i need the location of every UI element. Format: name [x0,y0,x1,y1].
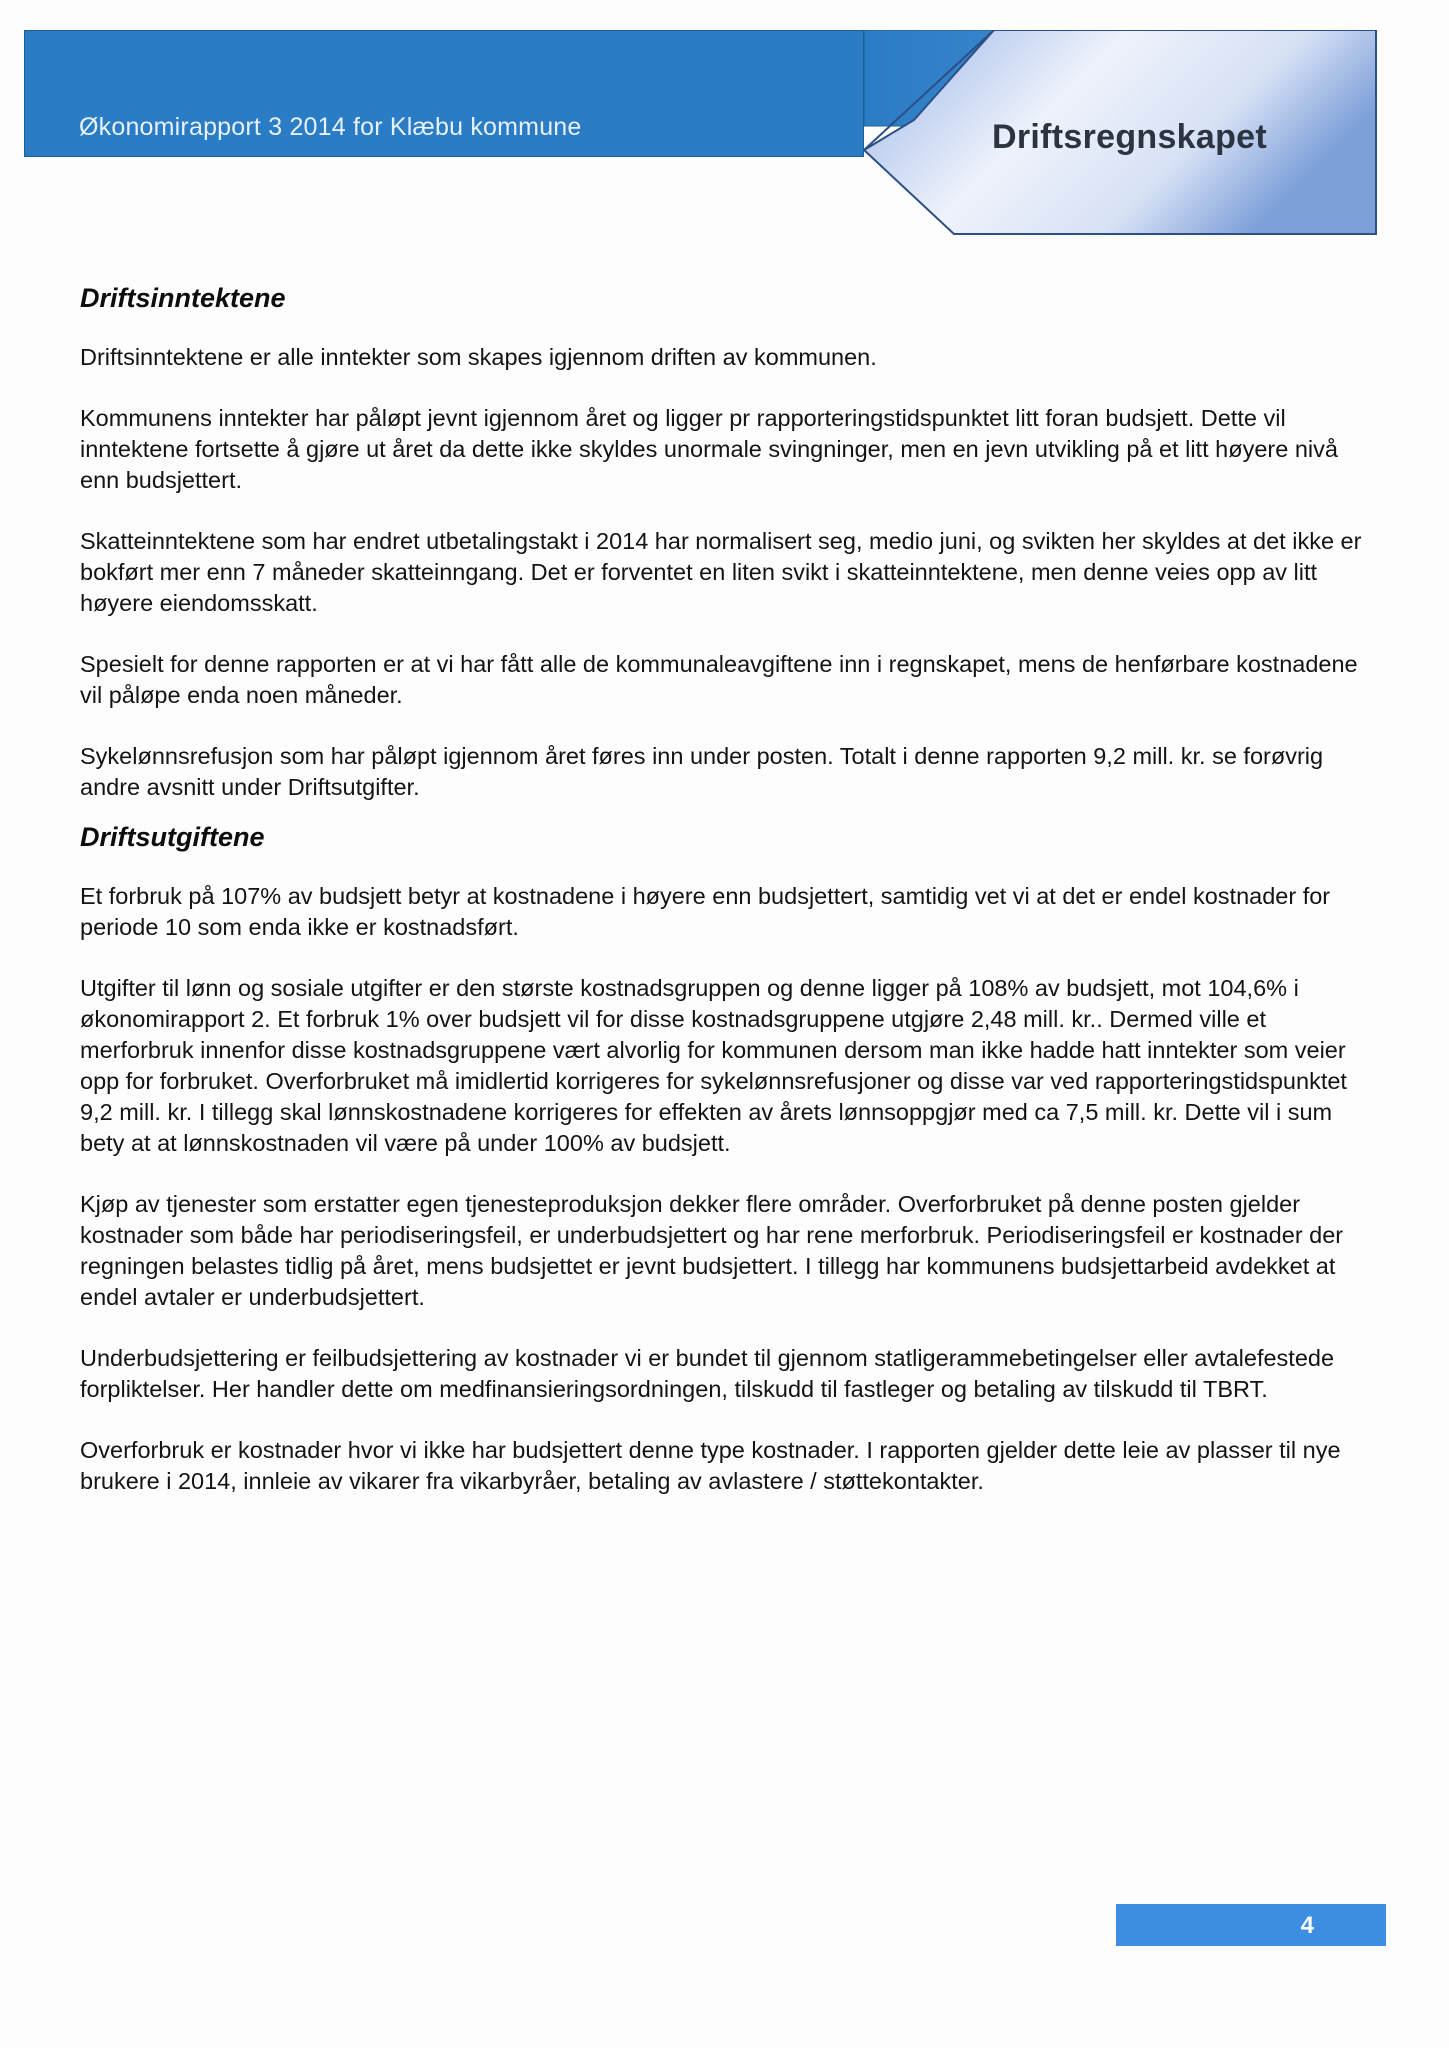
heading-driftsinntektene: Driftsinntektene [80,283,286,313]
document-body [80,282,1380,1527]
page-number-badge [1116,1904,1386,1946]
header-band [24,30,864,157]
section-title-banner [864,30,1390,238]
paragraph: Et forbruk på 107% av budsjett betyr at kostnadene i høyere enn budsjettert, samtidig vet vi at det er endel kostnader for periode 10 som enda ikke er kostnadsført. [80,883,1331,940]
paragraph: Utgifter til lønn og sosiale utgifter er den største kostnadsgruppen og denne ligger på 108% av budsjett, mot 104,6% i økonomirapport 2. Et forbruk 1% over budsjett vil for disse kostnadsgruppene utgjøre 2,48 mill. kr.. Dermed ville et merforbruk innenfor disse kostnadsgruppene vært alvorlig for kommunen dersom man ikke hadde hatt inntekter som veier opp for forbruket. Overforbruket må imidlertid korrigeres for sykelønnsrefusjoner og disse var ved rapporteringstidspunktet 9,2 mill. kr. I tillegg skal lønnskostnadene korrigeres for effekten av årets lønnsoppgjør med ca 7,5 mill. kr. Dette vil i sum bety at at lønnskostnaden vil være på under 100% av budsjett. [80,975,1347,1156]
heading-driftsutgiftene: Driftsutgiftene [80,822,265,852]
paragraph: Spesielt for denne rapporten er at vi har fått alle de kommunaleavgiftene inn i regnskapet, mens de henførbare kostnadene vil påløpe enda noen måneder. [80,651,1358,708]
paragraph: Driftsinntektene er alle inntekter som skapes igjennom driften av kommunen. [80,344,877,370]
page-number: 4 [1300,1912,1314,1939]
paragraph: Kommunens inntekter har påløpt jevnt igjennom året og ligger pr rapporteringstidspunktet litt foran budsjett. Dette vil inntektene fortsette å gjøre ut året da dette ikke skyldes unormale svingninger, men en jevn utvikling på et litt høyere nivå enn budsjettert. [80,405,1338,493]
paragraph: Skatteinntektene som har endret utbetalingstakt i 2014 har normalisert seg, medio juni, og svikten her skyldes at det ikke er bokført mer enn 7 måneder skatteinngang. Det er forventet en liten svikt i skatteinntektene, men denne veies opp av litt høyere eiendomsskatt. [80,528,1362,616]
paragraph: Kjøp av tjenester som erstatter egen tjenesteproduksjon dekker flere områder. Overforbruket på denne posten gjelder kostnader som både har periodiseringsfeil, er underbudsjettert og har rene merforbruk. Periodiseringsfeil er kostnader der regningen belastes tidlig på året, mens budsjettet er jevnt budsjettert. I tillegg har kommunens budsjettarbeid avdekket at endel avtaler er underbudsjettert. [80,1191,1344,1310]
paragraph: Sykelønnsrefusjon som har påløpt igjennom året føres inn under posten. Totalt i denne rapporten 9,2 mill. kr. se forøvrig andre avsnitt under Driftsutgifter. [80,743,1324,800]
section-title: Driftsregnskapet [992,118,1267,156]
paragraph: Overforbruk er kostnader hvor vi ikke har budsjettert denne type kostnader. I rapporten gjelder dette leie av plasser til nye brukere i 2014, innleie av vikarer fra vikarbyråer, betaling av avlastere / støttekontakter. [80,1437,1341,1494]
report-title: Økonomirapport 3 2014 for Klæbu kommune [79,113,582,141]
paragraph: Underbudsjettering er feilbudsjettering av kostnader vi er bundet til gjennom statligerammebetingelser eller avtalefestede forpliktelser. Her handler dette om medfinansieringsordningen, tilskudd til fastleger og betaling av tilskudd til TBRT. [80,1345,1335,1402]
